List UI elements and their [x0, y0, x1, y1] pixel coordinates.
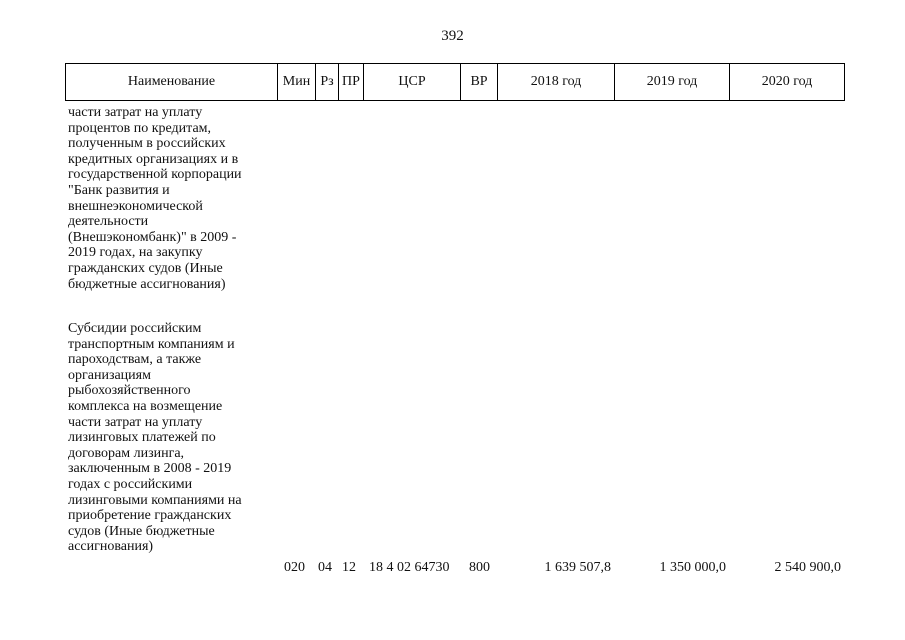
name-line: государственной корпорации: [68, 167, 242, 183]
name-line: части затрат на уплату: [68, 414, 203, 430]
name-line: комплекса на возмещение: [68, 398, 223, 414]
cell-csr: 18 4 02 64730: [369, 560, 450, 575]
cell-2020: 2 540 900,0: [774, 560, 841, 575]
header-csr: ЦСР: [398, 74, 426, 89]
header-rz: Рз: [320, 74, 334, 89]
name-line: судов (Иные бюджетные: [68, 523, 215, 539]
name-line: 2019 годах, на закупку: [68, 245, 203, 261]
name-line: ассигнования): [68, 539, 154, 555]
name-line: рыбохозяйственного: [68, 383, 191, 399]
name-line: деятельности: [68, 214, 149, 230]
name-line: транспортным компаниям и: [68, 336, 235, 352]
cell-min: 020: [284, 560, 305, 575]
name-line: гражданских судов (Иные: [68, 260, 223, 276]
name-line: Субсидии российским: [68, 321, 202, 336]
name-line: "Банк развития и: [68, 182, 170, 198]
header-min: Мин: [282, 74, 311, 89]
header-vr: ВР: [470, 74, 488, 89]
name-line: заключенным в 2008 - 2019: [68, 461, 232, 477]
cell-rz: 04: [318, 560, 332, 575]
name-line: бюджетные ассигнования): [68, 276, 226, 292]
name-line: организациям: [68, 367, 151, 383]
cell-pr: 12: [342, 560, 356, 575]
cell-2019: 1 350 000,0: [659, 560, 726, 575]
name-line: годах с российскими: [68, 476, 193, 492]
header-2019: 2019 год: [646, 74, 698, 89]
name-line: лизинговых платежей по: [68, 430, 216, 446]
name-line: (Внешэкономбанк)" в 2009 -: [68, 229, 237, 245]
name-line: пароходствам, а также: [68, 352, 202, 368]
header-pr: ПР: [342, 74, 360, 89]
name-line: части затрат на уплату: [68, 105, 203, 120]
name-line: процентов по кредитам,: [68, 120, 212, 136]
cell-vr: 800: [469, 560, 490, 575]
header-name: Наименование: [127, 74, 216, 89]
cell-2018: 1 639 507,8: [544, 560, 611, 575]
table-header: [65, 63, 845, 101]
table-row-1-name: [68, 105, 272, 292]
name-line: внешнеэкономической: [68, 198, 203, 214]
name-line: кредитных организациях и в: [68, 151, 239, 167]
header-2018: 2018 год: [530, 74, 582, 89]
name-line: приобретение гражданских: [68, 508, 232, 524]
name-line: лизинговыми компаниями на: [68, 492, 242, 508]
table-row-2-name: [68, 321, 272, 555]
page-number: 392: [441, 28, 464, 44]
header-2020: 2020 год: [761, 74, 813, 89]
name-line: полученным в российских: [68, 136, 226, 152]
name-line: договорам лизинга,: [68, 445, 185, 461]
